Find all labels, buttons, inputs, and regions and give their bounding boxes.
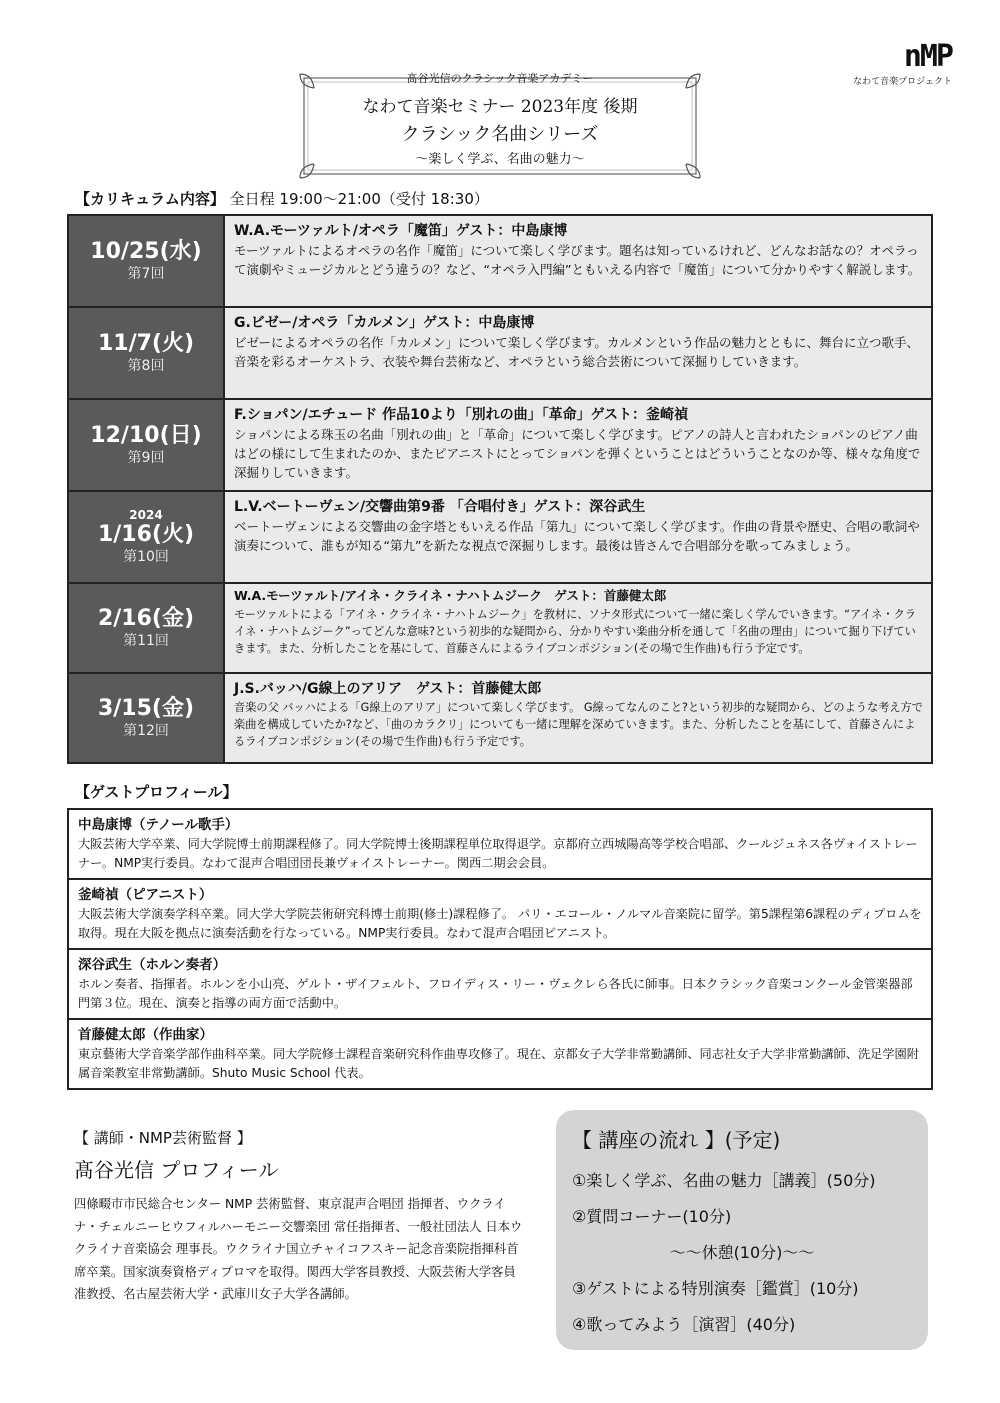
series-title: クラシック名曲シリーズ: [401, 124, 599, 145]
guest-cell: [68, 1019, 932, 1089]
lecturer-bio: 四條畷市市民総合センター NMP 芸術監督、東京混声合唱団 指揮者、ウクライナ・チェルニーヒウフィルハーモニー交響楽団 常任指揮者、一般社団法人 日本ウクライナ音楽協会 理事長。ウクライナ国立チャイコフスキー記念音楽院指揮科首席卒業。国家演奏資格ディプロマを取得。関西大学客員教授、大阪芸術大学客員准教授、名古屋芸術大学・武庫川女子大学各講師。: [74, 1197, 523, 1301]
session-date-cell: [68, 399, 224, 491]
course-flow-item: ④歌ってみよう［演習］(40分): [572, 1315, 796, 1334]
course-flow-item: ③ゲストによる特別演奏［鑑賞］(10分): [572, 1279, 859, 1298]
session-row: [68, 215, 932, 307]
session-title: W.A.モーツァルト/アイネ・クライネ・ナハトムジーク ゲスト：首藤健太郎: [234, 588, 667, 603]
session-date: 10/25(水): [90, 239, 202, 264]
guest-cell: [68, 809, 932, 879]
guest-desc: 東京藝術大学音楽学部作曲科卒業。同大学院修士課程音楽研究科作曲専攻修了。現在、京都女子大学非常勤講師、同志社女子大学非常勤講師、洗足学園附属音楽教室非常勤講師。Shuto Music School 代表。: [78, 1047, 919, 1080]
lecturer-profile: [74, 1127, 524, 1306]
session-date-cell: [68, 307, 224, 399]
guest-heading-label: 【ゲストプロフィール】: [75, 783, 238, 801]
series-tagline: 〜楽しく学ぶ、名曲の魅力〜: [415, 152, 585, 167]
guest-table: [67, 808, 933, 1090]
session-row: [68, 491, 932, 583]
course-flow-title: 【 講座の流れ 】(予定): [572, 1128, 781, 1152]
guest-heading: [75, 781, 237, 802]
session-body: [224, 215, 932, 307]
session-body: [224, 583, 932, 673]
lecturer-role: 【 講師・NMP芸術監督 】: [74, 1129, 252, 1147]
session-date: 11/7(火): [97, 331, 195, 356]
session-date: 3/15(金): [97, 696, 195, 721]
header: [0, 0, 1000, 190]
session-desc: ショパンによる珠玉の名曲「別れの曲」と「革命」について楽しく学びます。ピアノの詩人と言われたショパンのピアノ曲はどの様にして生まれたのか、またピアニストにとってショパンを弾くということはどういうことなのか等、様々な角度で深掘りしていきます。: [234, 427, 921, 480]
session-desc: モーツァルトによるオペラの名作「魔笛」について楽しく学びます。題名は知っているけれど、どんなお話なの？オペラって演劇やミュージカルとどう違うの？など、“オペラ入門編”ともいえる内容で「魔笛」について分かりやすく解説します。: [234, 243, 921, 277]
guest-name: 深谷武生（ホルン奏者）: [78, 957, 227, 973]
session-title: F.ショパン/エチュード 作品10より「別れの曲」「革命」ゲスト：釜崎禎: [234, 407, 689, 423]
session-body: [224, 491, 932, 583]
guest-row: [68, 1019, 932, 1089]
session-date-cell: [68, 215, 224, 307]
curriculum-table: [67, 214, 933, 764]
academy-subtitle: 髙谷光信のクラシック音楽アカデミー: [406, 72, 594, 85]
session-desc: ビゼーによるオペラの名作「カルメン」について楽しく学びます。カルメンという作品の魅力とともに、舞台に立つ歌手、音楽を彩るオーケストラ、衣装や舞台芸術など、オペラという総合芸術について深掘りしていきます。: [234, 335, 920, 369]
session-title: W.A.モーツァルト/オペラ「魔笛」ゲスト：中島康博: [234, 223, 568, 239]
session-title: L.V.ベートーヴェン/交響曲第9番 「合唱付き」ゲスト：深谷武生: [234, 499, 646, 515]
curriculum-heading: [75, 188, 489, 209]
session-number: 第11回: [123, 633, 169, 649]
guest-row: [68, 879, 932, 949]
guest-name: 釜崎禎（ピアニスト）: [78, 887, 213, 903]
course-flow-item: ①楽しく学ぶ、名曲の魅力［講義］(50分): [572, 1171, 876, 1190]
guest-cell: [68, 949, 932, 1019]
session-desc: ベートーヴェンによる交響曲の金字塔ともいえる作品「第九」について楽しく学びます。作曲の背景や歴史、合唱の歌詞や演奏について、誰もが知る“第九”を新たな視点で深掘りします。最後は皆さんで合唱部分を歌ってみましょう。: [234, 519, 920, 553]
guest-desc: ホルン奏者、指揮者。ホルンを小山亮、ゲルト・ザイフェルト、フロイディス・リー・ヴェクレら各氏に師事。日本クラシック音楽コンクール金管楽器部門第３位。現在、演奏と指導の両方面で活動中。: [78, 977, 913, 1010]
session-title: J.S.バッハ/G線上のアリア ゲスト：首藤健太郎: [234, 681, 542, 697]
session-number: 第10回: [123, 549, 169, 565]
guest-desc: 大阪芸術大学演奏学科卒業。同大学大学院芸術研究科博士前期(修士)課程修了。 パリ・エコール・ノルマル音楽院に留学。第5課程第6課程のディプロムを取得。現在大阪を拠点に演奏活動を行なっている。NMP実行委員。なわて混声合唱団ピアニスト。: [78, 907, 922, 940]
session-number: 第9回: [127, 450, 165, 466]
session-number: 第7回: [127, 266, 165, 282]
session-date-cell: [68, 673, 224, 763]
session-body: [224, 307, 932, 399]
guest-name: 首藤健太郎（作曲家）: [78, 1027, 213, 1043]
guest-cell: [68, 879, 932, 949]
session-row: [68, 583, 932, 673]
session-number: 第8回: [127, 358, 165, 374]
session-body: [224, 399, 932, 491]
guest-row: [68, 949, 932, 1019]
session-row: [68, 673, 932, 763]
session-desc: 音楽の父 バッハによる「G線上のアリア」について楽しく学びます。 G線ってなんのこと?という初歩的な疑問から、どのような考え方で楽曲を構成していたか?など、「曲のカラクリ」についても一緒に理解を深めていきます。また、分析したことを基にして、首藤さんによるライブコンポジション(その場で生作曲)も行う予定です。: [234, 701, 923, 748]
session-title: G.ビゼー/オペラ「カルメン」ゲスト：中島康博: [234, 315, 535, 331]
session-date-cell: [68, 583, 224, 673]
lecturer-name: 髙谷光信 プロフィール: [74, 1158, 279, 1182]
session-year: 2024: [129, 508, 163, 522]
guest-desc: 大阪芸術大学卒業、同大学院博士前期課程修了。同大学院博士後期課程単位取得退学。京都府立西城陽高等学校合唱部、クールジュネス各ヴォイストレーナー。NMP実行委員。なわて混声合唱団団長兼ヴォイストレーナー。関西二期会会員。: [78, 837, 918, 870]
session-date: 12/10(日): [90, 423, 202, 448]
logo-mark: nMP: [903, 39, 952, 74]
curriculum-schedule: 全日程 19:00〜21:00（受付 18:30）: [229, 190, 489, 208]
guest-name: 中島康博（テノール歌手）: [78, 817, 239, 833]
logo-text: なわて音楽プロジェクト: [853, 77, 952, 87]
session-body: [224, 673, 932, 763]
course-flow-item: ②質問コーナー(10分): [572, 1207, 732, 1226]
guest-row: [68, 809, 932, 879]
session-number: 第12回: [123, 723, 169, 739]
course-flow-box: [556, 1110, 928, 1350]
seminar-title: なわて音楽セミナー 2023年度 後期: [362, 97, 638, 117]
session-row: [68, 399, 932, 491]
session-desc: モーツァルトによる「アイネ・クライネ・ナハトムジーク」を教材に、ソナタ形式について一緒に楽しく学んでいきます。“アイネ・クライネ・ナハトムジーク”ってどんな意味?という初歩的な疑問から、分かりやすい楽曲分析を通して「名曲の理由」について掘り下げていきます。また、分析したことを基にして、首藤さんによるライブコンポジション(その場で生作曲)も行う予定です。: [234, 608, 916, 655]
session-date: 2/16(金): [97, 606, 195, 631]
nmp-logo: [853, 39, 952, 87]
session-date-cell: [68, 491, 224, 583]
course-flow-break: 〜〜休憩(10分)〜〜: [669, 1243, 815, 1262]
curriculum-heading-label: 【カリキュラム内容】: [75, 190, 225, 208]
session-date: 1/16(火): [97, 522, 195, 547]
session-row: [68, 307, 932, 399]
